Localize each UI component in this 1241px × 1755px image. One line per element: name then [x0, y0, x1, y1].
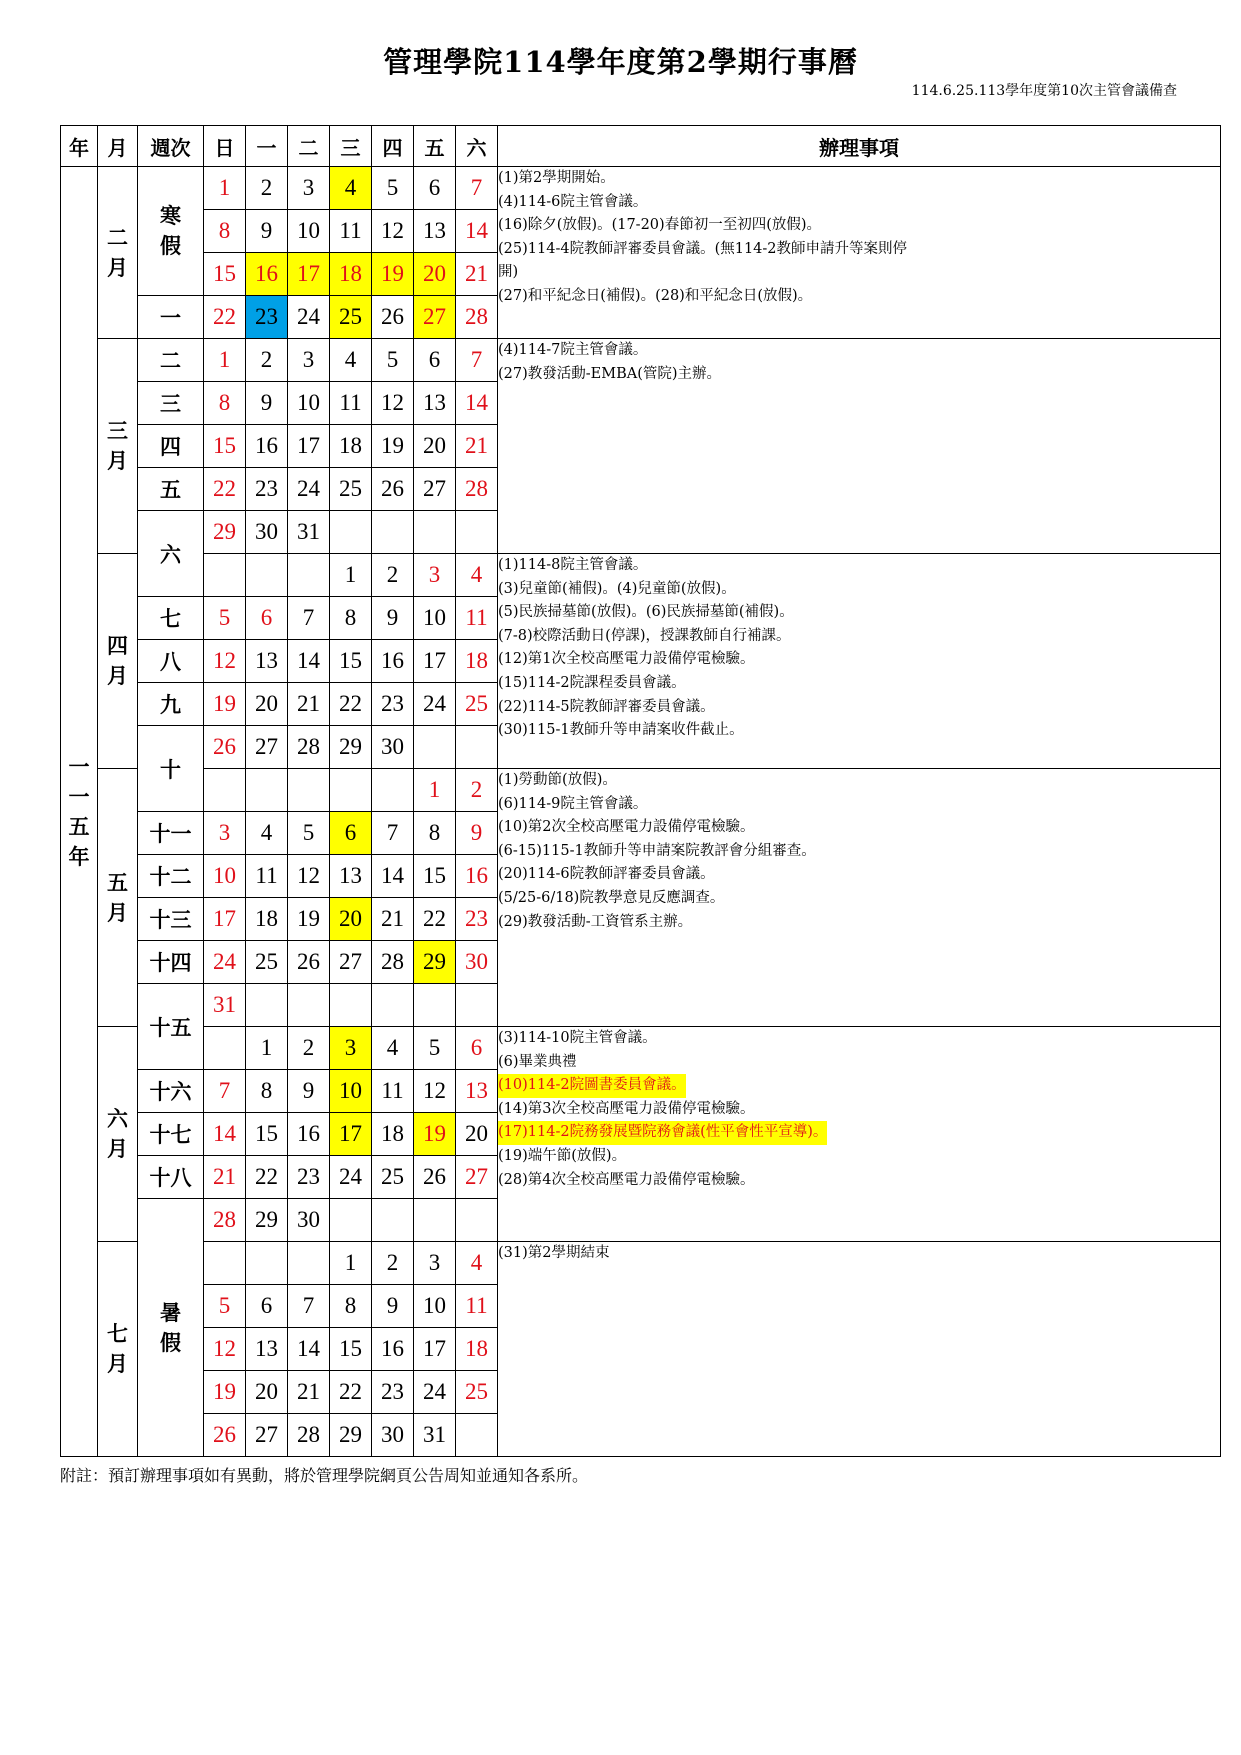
- calendar-row: [61, 167, 1221, 210]
- day-cell: 9: [246, 382, 288, 425]
- event-item: (1)第2學期開始。: [498, 170, 615, 186]
- week-15: 十五: [138, 984, 204, 1070]
- day-cell: [414, 511, 456, 554]
- events-jul: [498, 1242, 1221, 1457]
- day-cell: 12: [204, 640, 246, 683]
- week-1: 一: [138, 296, 204, 339]
- week-7: 七: [138, 597, 204, 640]
- day-cell: 12: [372, 210, 414, 253]
- year-label: 一 一 五 年: [61, 167, 98, 1457]
- day-cell: 11: [330, 210, 372, 253]
- calendar-table: [60, 125, 1221, 1457]
- day-cell: 15: [330, 640, 372, 683]
- events-feb: [498, 167, 1221, 339]
- day-cell: 22: [246, 1156, 288, 1199]
- day-cell: 27: [246, 1414, 288, 1457]
- day-cell: 21: [456, 425, 498, 468]
- header-sun: 日: [204, 126, 246, 167]
- day-cell: [456, 1414, 498, 1457]
- day-cell: 24: [330, 1156, 372, 1199]
- header-sat: 六: [456, 126, 498, 167]
- day-cell: 1: [414, 769, 456, 812]
- week-12: 十二: [138, 855, 204, 898]
- day-cell: [246, 554, 288, 597]
- week-10: 十: [138, 726, 204, 812]
- day-cell: 3: [288, 339, 330, 382]
- day-cell: 16: [372, 640, 414, 683]
- day-cell: 20: [246, 683, 288, 726]
- day-cell: 16: [288, 1113, 330, 1156]
- day-cell: 15: [414, 855, 456, 898]
- day-cell: 15: [246, 1113, 288, 1156]
- week-2: 二: [138, 339, 204, 382]
- header-wed: 三: [330, 126, 372, 167]
- day-cell: 31: [288, 511, 330, 554]
- event-item: (19)端午節(放假)。: [498, 1147, 627, 1164]
- day-cell: 24: [204, 941, 246, 984]
- day-cell: 18: [246, 898, 288, 941]
- day-cell: 9: [372, 1285, 414, 1328]
- day-cell: 28: [288, 726, 330, 769]
- day-cell: 13: [246, 640, 288, 683]
- day-cell: 21: [204, 1156, 246, 1199]
- week-11: 十一: [138, 812, 204, 855]
- event-item: (27)和平紀念日(補假)。(28)和平紀念日(放假)。: [498, 287, 813, 304]
- day-cell: 9: [372, 597, 414, 640]
- day-cell: 6: [456, 1027, 498, 1070]
- event-item: (1)勞動節(放假)。: [498, 772, 617, 788]
- event-item: (4)114-7院主管會議。: [498, 342, 648, 358]
- day-cell: [372, 984, 414, 1027]
- day-cell: 1: [204, 339, 246, 382]
- day-cell: 27: [246, 726, 288, 769]
- header-year: 年: [61, 126, 98, 167]
- day-cell: 3: [414, 554, 456, 597]
- event-item: (14)第3次全校高壓電力設備停電檢驗。: [498, 1100, 755, 1117]
- day-cell: 10: [204, 855, 246, 898]
- week-6: 六: [138, 511, 204, 597]
- events-apr: [498, 554, 1221, 769]
- day-cell: 5: [288, 812, 330, 855]
- day-cell: 30: [372, 1414, 414, 1457]
- day-cell: 29: [414, 941, 456, 984]
- day-cell: 14: [288, 640, 330, 683]
- event-item: (27)教發活動-EMBA(管院)主辦。: [498, 365, 722, 382]
- day-cell: 12: [414, 1070, 456, 1113]
- day-cell: 25: [456, 1371, 498, 1414]
- day-cell: 22: [414, 898, 456, 941]
- event-item: (6-15)115-1教師升等申請案院教評會分組審查。: [498, 842, 816, 859]
- day-cell: 8: [330, 597, 372, 640]
- event-item: (30)115-1教師升等申請案收件截止。: [498, 722, 744, 739]
- day-cell: [330, 1199, 372, 1242]
- day-cell: 17: [204, 898, 246, 941]
- event-item: (3)114-10院主管會議。: [498, 1030, 657, 1046]
- day-cell: 15: [204, 253, 246, 296]
- day-cell: 18: [330, 425, 372, 468]
- event-item: (5/25-6/18)院教學意見反應調查。: [498, 889, 725, 906]
- calendar-row: [61, 339, 1221, 382]
- day-cell: 3: [414, 1242, 456, 1285]
- day-cell: 7: [288, 1285, 330, 1328]
- day-cell: 4: [330, 339, 372, 382]
- event-item: (29)教發活動-工資管系主辦。: [498, 913, 693, 930]
- day-cell: 28: [456, 296, 498, 339]
- day-cell: 5: [414, 1027, 456, 1070]
- day-cell: 9: [456, 812, 498, 855]
- day-cell: [288, 554, 330, 597]
- day-cell: 30: [246, 511, 288, 554]
- day-cell: 2: [246, 167, 288, 210]
- day-cell: 17: [330, 1113, 372, 1156]
- day-cell: 25: [456, 683, 498, 726]
- day-cell: 2: [246, 339, 288, 382]
- day-cell: 21: [372, 898, 414, 941]
- day-cell: 4: [456, 554, 498, 597]
- day-cell: 27: [330, 941, 372, 984]
- header-row: [61, 126, 1221, 167]
- day-cell: 23: [456, 898, 498, 941]
- month-jun: 六 月: [98, 1027, 138, 1242]
- day-cell: 10: [288, 382, 330, 425]
- day-cell: 18: [456, 640, 498, 683]
- day-cell: 6: [414, 339, 456, 382]
- week-14: 十四: [138, 941, 204, 984]
- day-cell: 2: [372, 554, 414, 597]
- day-cell: 10: [414, 1285, 456, 1328]
- day-cell: [246, 984, 288, 1027]
- day-cell: 18: [372, 1113, 414, 1156]
- day-cell: 28: [288, 1414, 330, 1457]
- day-cell: 26: [204, 726, 246, 769]
- week-8: 八: [138, 640, 204, 683]
- day-cell: 7: [456, 167, 498, 210]
- day-cell: 14: [204, 1113, 246, 1156]
- day-cell: [372, 769, 414, 812]
- day-cell: 24: [414, 1371, 456, 1414]
- day-cell: 15: [204, 425, 246, 468]
- events-mar: [498, 339, 1221, 554]
- day-cell: 28: [204, 1199, 246, 1242]
- day-cell: 29: [204, 511, 246, 554]
- day-cell: 6: [246, 597, 288, 640]
- month-may: 五 月: [98, 769, 138, 1027]
- day-cell: 10: [288, 210, 330, 253]
- calendar-row: [61, 769, 1221, 812]
- page-title: 管理學院114學年度第2學期行事曆: [383, 45, 858, 79]
- footnote: 附註：預訂辦理事項如有異動，將於管理學院網頁公告周知並通知各系所。: [60, 1466, 589, 1485]
- day-cell: 13: [246, 1328, 288, 1371]
- week-5: 五: [138, 468, 204, 511]
- header-fri: 五: [414, 126, 456, 167]
- day-cell: [456, 726, 498, 769]
- day-cell: 25: [246, 941, 288, 984]
- event-item: 開): [498, 264, 519, 281]
- day-cell: 25: [330, 296, 372, 339]
- day-cell: [246, 1242, 288, 1285]
- day-cell: 6: [246, 1285, 288, 1328]
- day-cell: 17: [288, 425, 330, 468]
- day-cell: [414, 726, 456, 769]
- header-week: 週次: [138, 126, 204, 167]
- calendar-row: [61, 1027, 1221, 1070]
- day-cell: 3: [330, 1027, 372, 1070]
- day-cell: 14: [372, 855, 414, 898]
- day-cell: 18: [456, 1328, 498, 1371]
- day-cell: 14: [456, 210, 498, 253]
- day-cell: 1: [330, 1242, 372, 1285]
- calendar-row: [61, 554, 1221, 597]
- day-cell: 24: [414, 683, 456, 726]
- day-cell: 5: [372, 167, 414, 210]
- day-cell: [456, 984, 498, 1027]
- day-cell: 2: [372, 1242, 414, 1285]
- day-cell: 17: [414, 640, 456, 683]
- day-cell: 13: [456, 1070, 498, 1113]
- day-cell: 7: [372, 812, 414, 855]
- week-4: 四: [138, 425, 204, 468]
- day-cell: 27: [456, 1156, 498, 1199]
- day-cell: 20: [246, 1371, 288, 1414]
- day-cell: [204, 554, 246, 597]
- day-cell: 22: [330, 683, 372, 726]
- day-cell: 2: [456, 769, 498, 812]
- day-cell: 4: [372, 1027, 414, 1070]
- day-cell: 11: [246, 855, 288, 898]
- day-cell: 19: [414, 1113, 456, 1156]
- event-item: (5)民族掃墓節(放假)。(6)民族掃墓節(補假)。: [498, 604, 794, 621]
- day-cell: 16: [246, 253, 288, 296]
- day-cell: 28: [456, 468, 498, 511]
- day-cell: 10: [414, 597, 456, 640]
- day-cell: 13: [414, 210, 456, 253]
- day-cell: 26: [372, 468, 414, 511]
- day-cell: 20: [330, 898, 372, 941]
- day-cell: 30: [456, 941, 498, 984]
- day-cell: [330, 984, 372, 1027]
- day-cell: [288, 984, 330, 1027]
- day-cell: [204, 769, 246, 812]
- event-item: (7-8)校際活動日(停課)，授課教師自行補課。: [498, 627, 791, 644]
- day-cell: 20: [456, 1113, 498, 1156]
- day-cell: 20: [414, 425, 456, 468]
- day-cell: 9: [288, 1070, 330, 1113]
- day-cell: 12: [372, 382, 414, 425]
- day-cell: 19: [372, 425, 414, 468]
- month-jul: 七 月: [98, 1242, 138, 1457]
- day-cell: 28: [372, 941, 414, 984]
- header-events: 辦理事項: [498, 126, 1221, 167]
- day-cell: 17: [414, 1328, 456, 1371]
- day-cell: 9: [246, 210, 288, 253]
- event-item: (22)114-5院教師評審委員會議。: [498, 698, 715, 715]
- day-cell: 8: [414, 812, 456, 855]
- day-cell: 13: [414, 382, 456, 425]
- day-cell: 23: [372, 683, 414, 726]
- day-cell: 11: [456, 1285, 498, 1328]
- day-cell: [204, 1027, 246, 1070]
- day-cell: 1: [246, 1027, 288, 1070]
- day-cell: 16: [246, 425, 288, 468]
- day-cell: [456, 1199, 498, 1242]
- approval-note: 114.6.25.113學年度第10次主管會議備查: [911, 83, 1177, 99]
- day-cell: [414, 1199, 456, 1242]
- week-winter-break: 寒 假: [138, 167, 204, 296]
- day-cell: 5: [204, 1285, 246, 1328]
- event-item: (31)第2學期結束: [498, 1245, 610, 1261]
- day-cell: 19: [372, 253, 414, 296]
- event-item: (1)114-8院主管會議。: [498, 557, 648, 573]
- day-cell: 23: [288, 1156, 330, 1199]
- event-item: (25)114-4院教師評審委員會議。(無114-2教師申請升等案則停: [498, 240, 908, 257]
- header-mon: 一: [246, 126, 288, 167]
- day-cell: 2: [288, 1027, 330, 1070]
- event-item: (3)兒童節(補假)。(4)兒童節(放假)。: [498, 580, 736, 597]
- header-thu: 四: [372, 126, 414, 167]
- day-cell: 29: [330, 1414, 372, 1457]
- month-apr: 四 月: [98, 554, 138, 769]
- day-cell: 30: [372, 726, 414, 769]
- day-cell: 11: [456, 597, 498, 640]
- day-cell: 24: [288, 296, 330, 339]
- day-cell: 5: [204, 597, 246, 640]
- month-feb: 二 月: [98, 167, 138, 339]
- day-cell: 21: [456, 253, 498, 296]
- day-cell: 11: [372, 1070, 414, 1113]
- day-cell: 4: [246, 812, 288, 855]
- day-cell: 6: [414, 167, 456, 210]
- day-cell: 16: [372, 1328, 414, 1371]
- event-item: (28)第4次全校高壓電力設備停電檢驗。: [498, 1171, 755, 1188]
- day-cell: 17: [288, 253, 330, 296]
- day-cell: [456, 511, 498, 554]
- day-cell: 1: [204, 167, 246, 210]
- event-item: (20)114-6院教師評審委員會議。: [498, 866, 715, 883]
- day-cell: 22: [204, 296, 246, 339]
- day-cell: 14: [456, 382, 498, 425]
- day-cell: 1: [330, 554, 372, 597]
- day-cell: 10: [330, 1070, 372, 1113]
- day-cell: [288, 769, 330, 812]
- event-item: (6)114-9院主管會議。: [498, 795, 648, 812]
- calendar-row: [61, 1242, 1221, 1285]
- events-jun: [498, 1027, 1221, 1242]
- day-cell: 22: [330, 1371, 372, 1414]
- event-item: (6)畢業典禮: [498, 1053, 577, 1070]
- event-item-highlighted: (10)114-2院圖書委員會議。: [498, 1074, 686, 1098]
- day-cell: 23: [372, 1371, 414, 1414]
- day-cell: 19: [204, 1371, 246, 1414]
- day-cell: 31: [204, 984, 246, 1027]
- event-item: (10)第2次全校高壓電力設備停電檢驗。: [498, 819, 755, 836]
- day-cell: 12: [204, 1328, 246, 1371]
- events-may: [498, 769, 1221, 1027]
- day-cell: 3: [204, 812, 246, 855]
- day-cell: 21: [288, 1371, 330, 1414]
- day-cell: [288, 1242, 330, 1285]
- month-mar: 三 月: [98, 339, 138, 554]
- day-cell: 12: [288, 855, 330, 898]
- day-cell: [414, 984, 456, 1027]
- day-cell: 19: [204, 683, 246, 726]
- week-16: 十六: [138, 1070, 204, 1113]
- day-cell: [372, 1199, 414, 1242]
- day-cell: 21: [288, 683, 330, 726]
- day-cell: 7: [288, 597, 330, 640]
- day-cell: 27: [414, 296, 456, 339]
- week-13: 十三: [138, 898, 204, 941]
- day-cell: 8: [330, 1285, 372, 1328]
- week-3: 三: [138, 382, 204, 425]
- event-item: (4)114-6院主管會議。: [498, 193, 648, 210]
- day-cell: 24: [288, 468, 330, 511]
- event-item: (16)除夕(放假)。(17-20)春節初一至初四(放假)。: [498, 217, 822, 234]
- day-cell: [330, 511, 372, 554]
- day-cell: 18: [330, 253, 372, 296]
- header-month: 月: [98, 126, 138, 167]
- day-cell: 29: [246, 1199, 288, 1242]
- day-cell: 11: [330, 382, 372, 425]
- day-cell: 26: [372, 296, 414, 339]
- day-cell: 8: [204, 210, 246, 253]
- day-cell: 14: [288, 1328, 330, 1371]
- day-cell: 4: [330, 167, 372, 210]
- day-cell: 8: [246, 1070, 288, 1113]
- day-cell: 4: [456, 1242, 498, 1285]
- day-cell: 23: [246, 468, 288, 511]
- day-cell: [372, 511, 414, 554]
- day-cell: 5: [372, 339, 414, 382]
- day-cell: 26: [414, 1156, 456, 1199]
- week-18: 十八: [138, 1156, 204, 1199]
- day-cell: 22: [204, 468, 246, 511]
- event-item-highlighted: (17)114-2院務發展暨院務會議(性平會性平宣導)。: [498, 1121, 827, 1145]
- day-cell: 7: [456, 339, 498, 382]
- day-cell: 6: [330, 812, 372, 855]
- day-cell: 15: [330, 1328, 372, 1371]
- week-17: 十七: [138, 1113, 204, 1156]
- day-cell: 16: [456, 855, 498, 898]
- day-cell: [330, 769, 372, 812]
- event-item: (15)114-2院課程委員會議。: [498, 674, 686, 691]
- day-cell: 8: [204, 382, 246, 425]
- day-cell: 25: [372, 1156, 414, 1199]
- event-item: (12)第1次全校高壓電力設備停電檢驗。: [498, 651, 755, 668]
- day-cell: [246, 769, 288, 812]
- day-cell: 3: [288, 167, 330, 210]
- header-tue: 二: [288, 126, 330, 167]
- day-cell: [204, 1242, 246, 1285]
- day-cell: 29: [330, 726, 372, 769]
- day-cell: 30: [288, 1199, 330, 1242]
- week-summer-break: 暑 假: [138, 1199, 204, 1457]
- day-cell: 27: [414, 468, 456, 511]
- day-cell: 13: [330, 855, 372, 898]
- day-cell: 7: [204, 1070, 246, 1113]
- week-9: 九: [138, 683, 204, 726]
- day-cell: 20: [414, 253, 456, 296]
- day-cell: 19: [288, 898, 330, 941]
- day-cell: 31: [414, 1414, 456, 1457]
- day-cell: 25: [330, 468, 372, 511]
- day-cell: 26: [288, 941, 330, 984]
- day-cell: 23: [246, 296, 288, 339]
- day-cell: 26: [204, 1414, 246, 1457]
